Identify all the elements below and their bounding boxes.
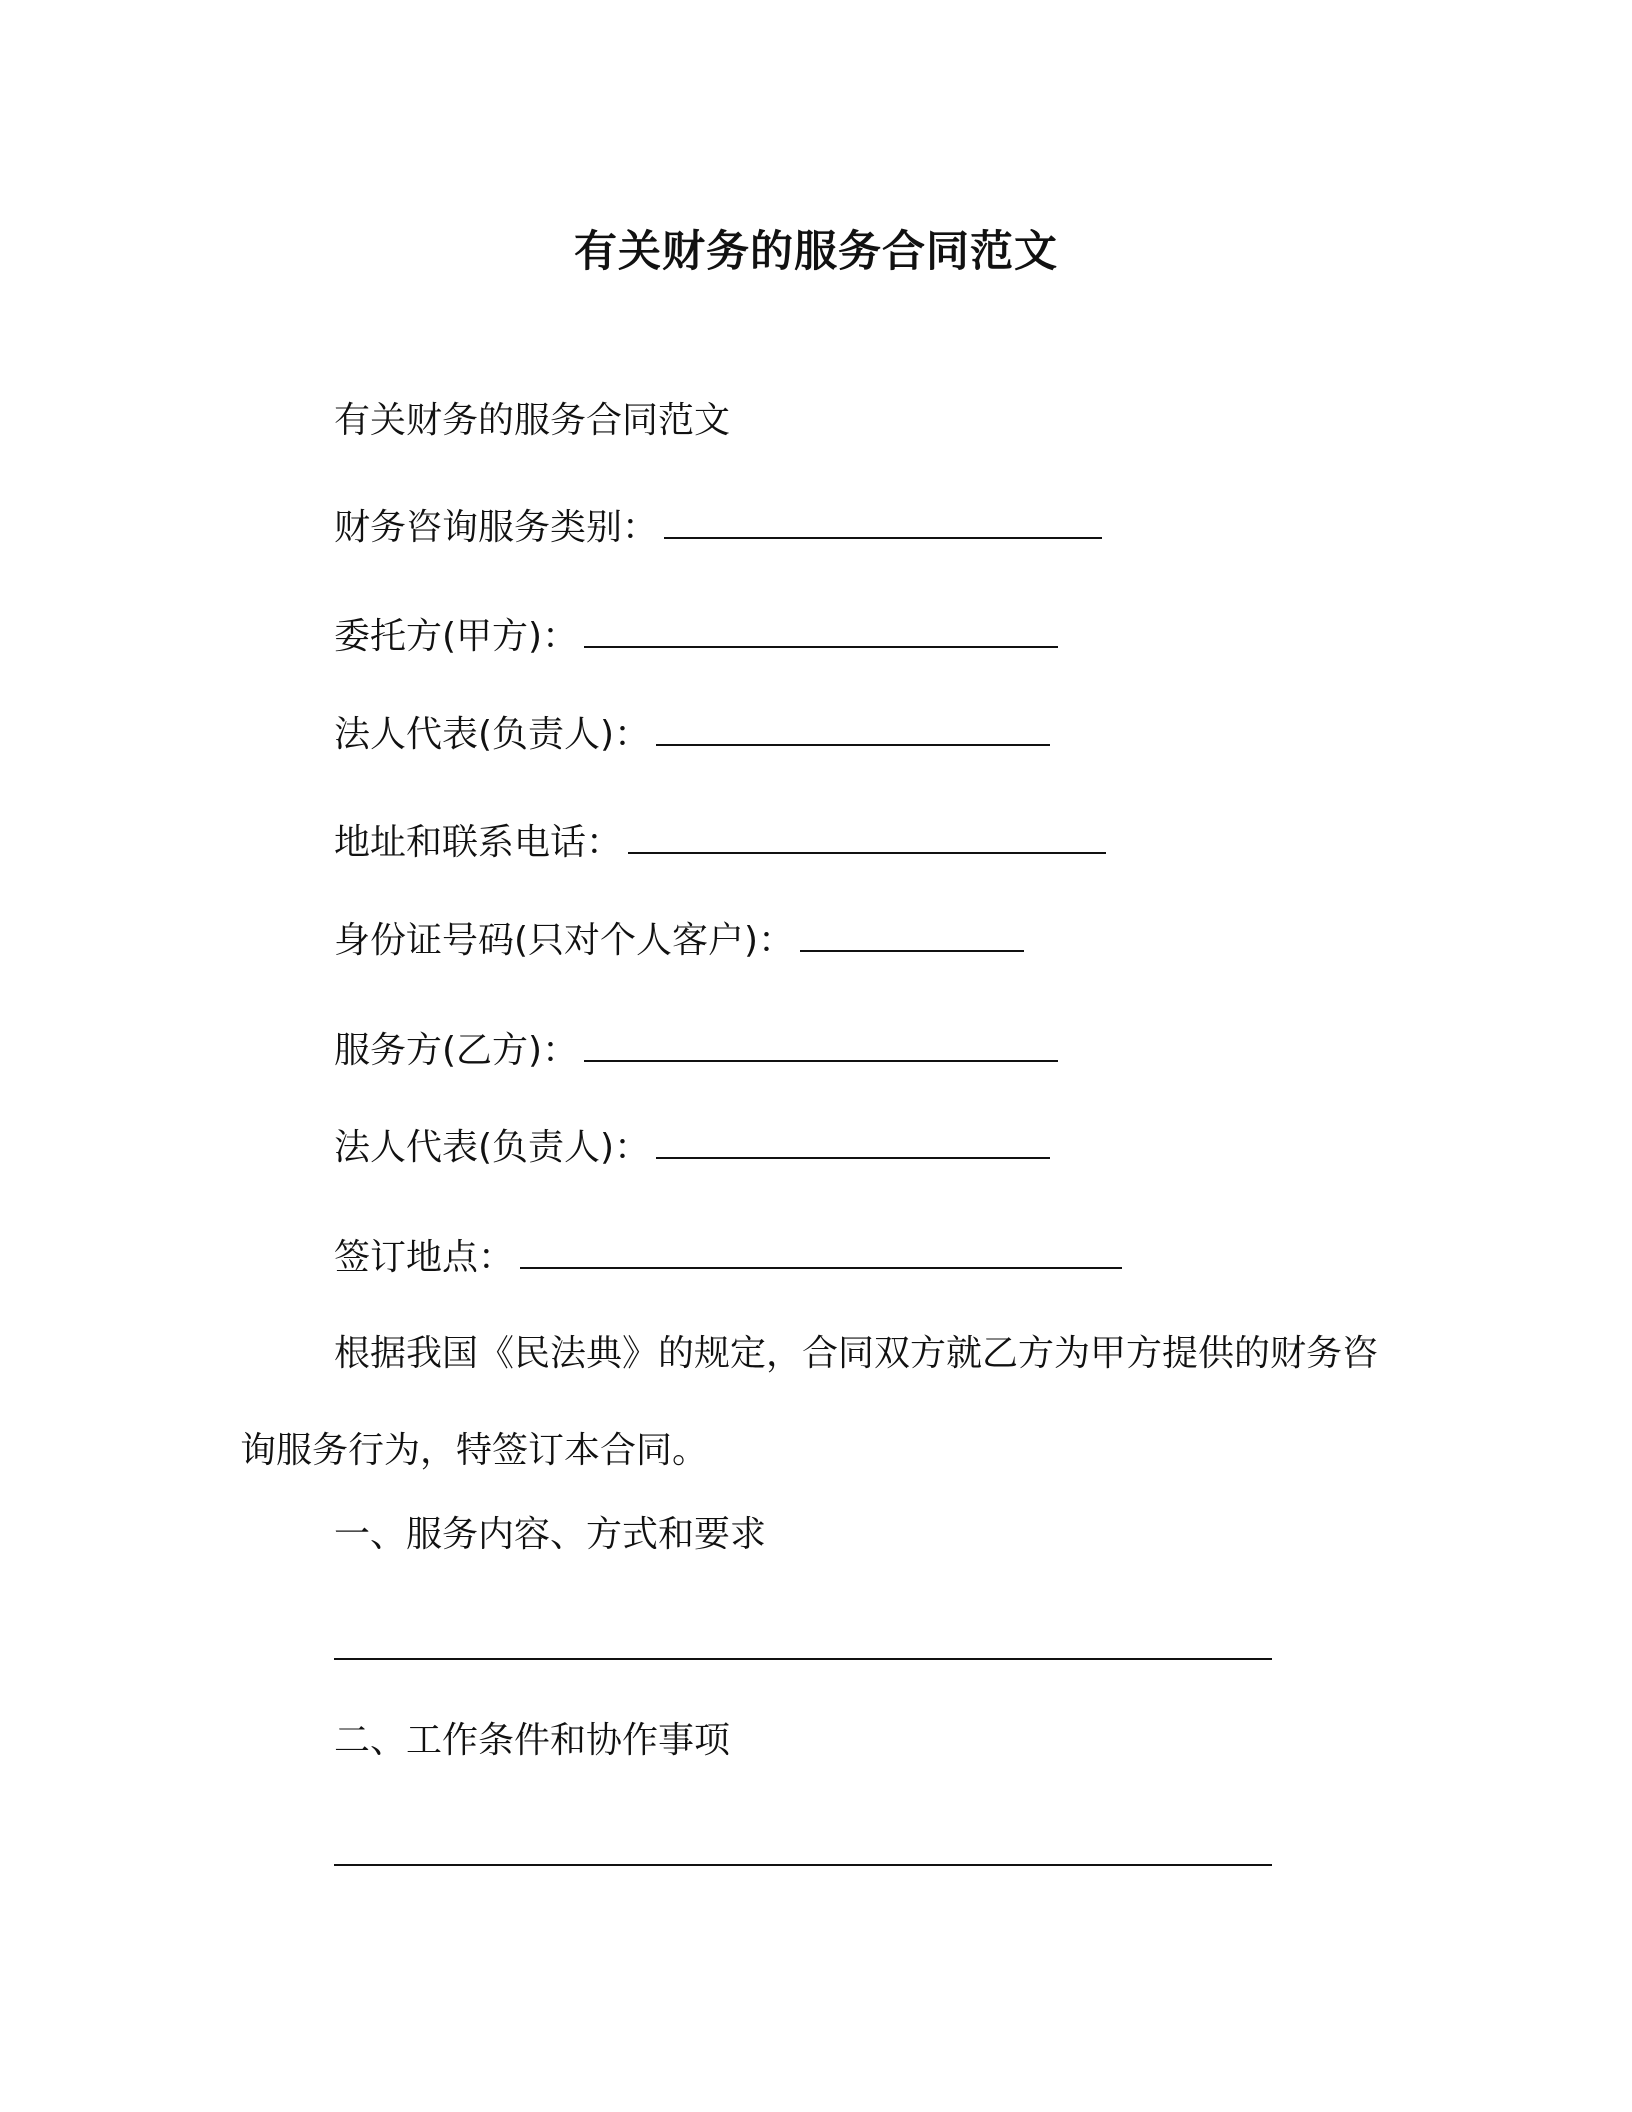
- section-heading-1: 一、服务内容、方式和要求: [334, 1514, 767, 1555]
- field-address-phone: [334, 816, 1106, 868]
- fill-in-blank: [628, 816, 1106, 854]
- field-label: 地址和联系电话：: [334, 822, 623, 863]
- intro-paragraph: 根据我国《民法典》的规定，合同双方就乙方为甲方提供的财务咨询服务行为，特签订本合同。: [240, 1333, 1379, 1471]
- field-label: 身份证号码(只对个人客户)：: [334, 920, 795, 961]
- field-label: 签订地点：: [334, 1237, 515, 1278]
- fill-in-blank: [656, 708, 1050, 746]
- field-label: 委托方(甲方)：: [334, 616, 579, 657]
- fill-in-blank: [520, 1231, 1122, 1269]
- document-title: 有关财务的服务合同范文: [574, 227, 1058, 277]
- field-service-category: [334, 501, 1102, 553]
- fill-in-blank: [664, 501, 1102, 539]
- fill-in-blank: [584, 610, 1058, 648]
- section-1-fill-in-blank: [334, 1658, 1272, 1660]
- section-2-fill-in-blank: [334, 1864, 1272, 1866]
- document-subtitle: 有关财务的服务合同范文: [334, 400, 731, 441]
- field-signing-place: [334, 1231, 1122, 1283]
- fill-in-blank: [800, 914, 1024, 952]
- section-heading-2: 二、工作条件和协作事项: [334, 1720, 731, 1761]
- field-label: 法人代表(负责人)：: [334, 714, 651, 755]
- field-label: 服务方(乙方)：: [334, 1030, 579, 1071]
- field-label: 财务咨询服务类别：: [334, 507, 659, 548]
- fill-in-blank: [656, 1121, 1050, 1159]
- field-party-a: [334, 610, 1058, 662]
- fill-in-blank: [584, 1024, 1058, 1062]
- field-party-a-representative: [334, 708, 1050, 760]
- field-id-number: [334, 914, 1024, 966]
- field-party-b-representative: [334, 1121, 1050, 1173]
- field-label: 法人代表(负责人)：: [334, 1127, 651, 1168]
- field-party-b: [334, 1024, 1058, 1076]
